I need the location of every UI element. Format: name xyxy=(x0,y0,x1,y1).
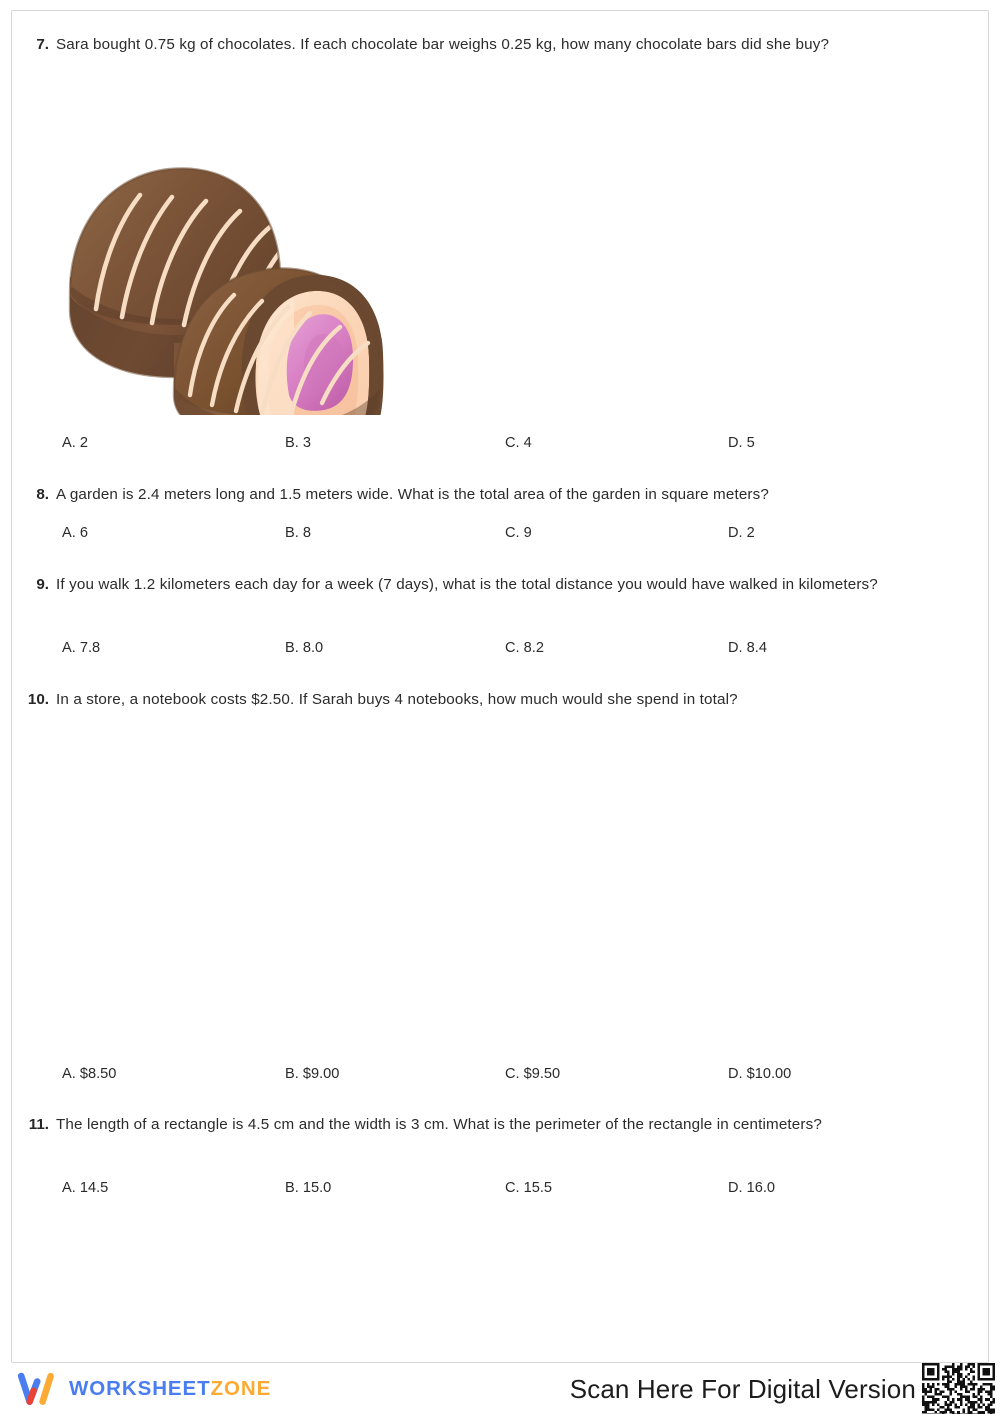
worksheet-zone-mark-icon xyxy=(18,1372,60,1406)
question-10-option-c[interactable]: C. $9.50 xyxy=(505,1066,561,1082)
question-9-number: 9. xyxy=(36,576,49,593)
worksheet-zone-wordmark xyxy=(69,1372,271,1406)
logo-word-zone: ZONE xyxy=(210,1377,272,1400)
question-10-option-a[interactable]: A. $8.50 xyxy=(62,1066,117,1082)
question-9-option-d[interactable]: D. 8.4 xyxy=(728,640,767,656)
question-8-text: A garden is 2.4 meters long and 1.5 meters wide. What is the total area of the garden in square meters? xyxy=(56,486,769,503)
question-10 xyxy=(11,687,989,712)
question-8-option-c[interactable]: C. 9 xyxy=(505,525,532,541)
question-7-option-d[interactable]: D. 5 xyxy=(728,435,755,451)
question-11-option-a[interactable]: A. 14.5 xyxy=(62,1180,109,1196)
question-10-option-b[interactable]: B. $9.00 xyxy=(285,1066,340,1082)
question-11-number: 11. xyxy=(28,1116,49,1133)
question-11-option-b[interactable]: B. 15.0 xyxy=(285,1180,332,1196)
question-9-options xyxy=(11,637,989,659)
question-9-option-b[interactable]: B. 8.0 xyxy=(285,640,324,656)
question-7-option-b[interactable]: B. 3 xyxy=(285,435,311,451)
question-7-number: 7. xyxy=(36,36,49,53)
question-8-number: 8. xyxy=(36,486,49,503)
question-8-options xyxy=(11,522,989,544)
question-8-option-a[interactable]: A. 6 xyxy=(62,525,88,541)
question-11 xyxy=(11,1112,989,1137)
question-11-text: The length of a rectangle is 4.5 cm and the width is 3 cm. What is the perimeter of the rectangle in centimeters? xyxy=(56,1116,822,1133)
qr-code-icon[interactable] xyxy=(922,1363,995,1414)
question-11-option-c[interactable]: C. 15.5 xyxy=(505,1180,553,1196)
question-7-text: Sara bought 0.75 kg of chocolates. If each chocolate bar weighs 0.25 kg, how many chocolate bars did she buy? xyxy=(56,36,830,53)
question-7-options xyxy=(11,432,989,454)
question-9-option-a[interactable]: A. 7.8 xyxy=(62,640,101,656)
question-8-option-d[interactable]: D. 2 xyxy=(728,525,755,541)
scan-prompt-text: Scan Here For Digital Version xyxy=(569,1374,916,1404)
question-11-option-d[interactable]: D. 16.0 xyxy=(728,1180,776,1196)
question-11-options xyxy=(11,1177,989,1199)
question-8 xyxy=(11,482,989,507)
worksheet-zone-logo[interactable] xyxy=(18,1372,271,1406)
question-10-number: 10. xyxy=(27,691,49,708)
logo-word-worksheet: WORKSHEET xyxy=(69,1377,211,1400)
question-9-text: If you walk 1.2 kilometers each day for a week (7 days), what is the total distance you would have walked in kilometers? xyxy=(56,576,878,593)
question-9 xyxy=(11,572,989,597)
question-7-option-a[interactable]: A. 2 xyxy=(62,435,88,451)
question-10-text: In a store, a notebook costs $2.50. If Sarah buys 4 notebooks, how much would she spend in total? xyxy=(56,691,738,708)
question-10-option-d[interactable]: D. $10.00 xyxy=(728,1066,792,1082)
question-7-option-c[interactable]: C. 4 xyxy=(505,435,532,451)
question-8-option-b[interactable]: B. 8 xyxy=(285,525,311,541)
question-10-options xyxy=(11,1063,989,1085)
page-footer xyxy=(0,1363,1000,1414)
worksheet-content xyxy=(11,10,989,1363)
question-7 xyxy=(11,32,989,57)
question-9-option-c[interactable]: C. 8.2 xyxy=(505,640,544,656)
chocolate-truffles-image xyxy=(56,95,396,415)
